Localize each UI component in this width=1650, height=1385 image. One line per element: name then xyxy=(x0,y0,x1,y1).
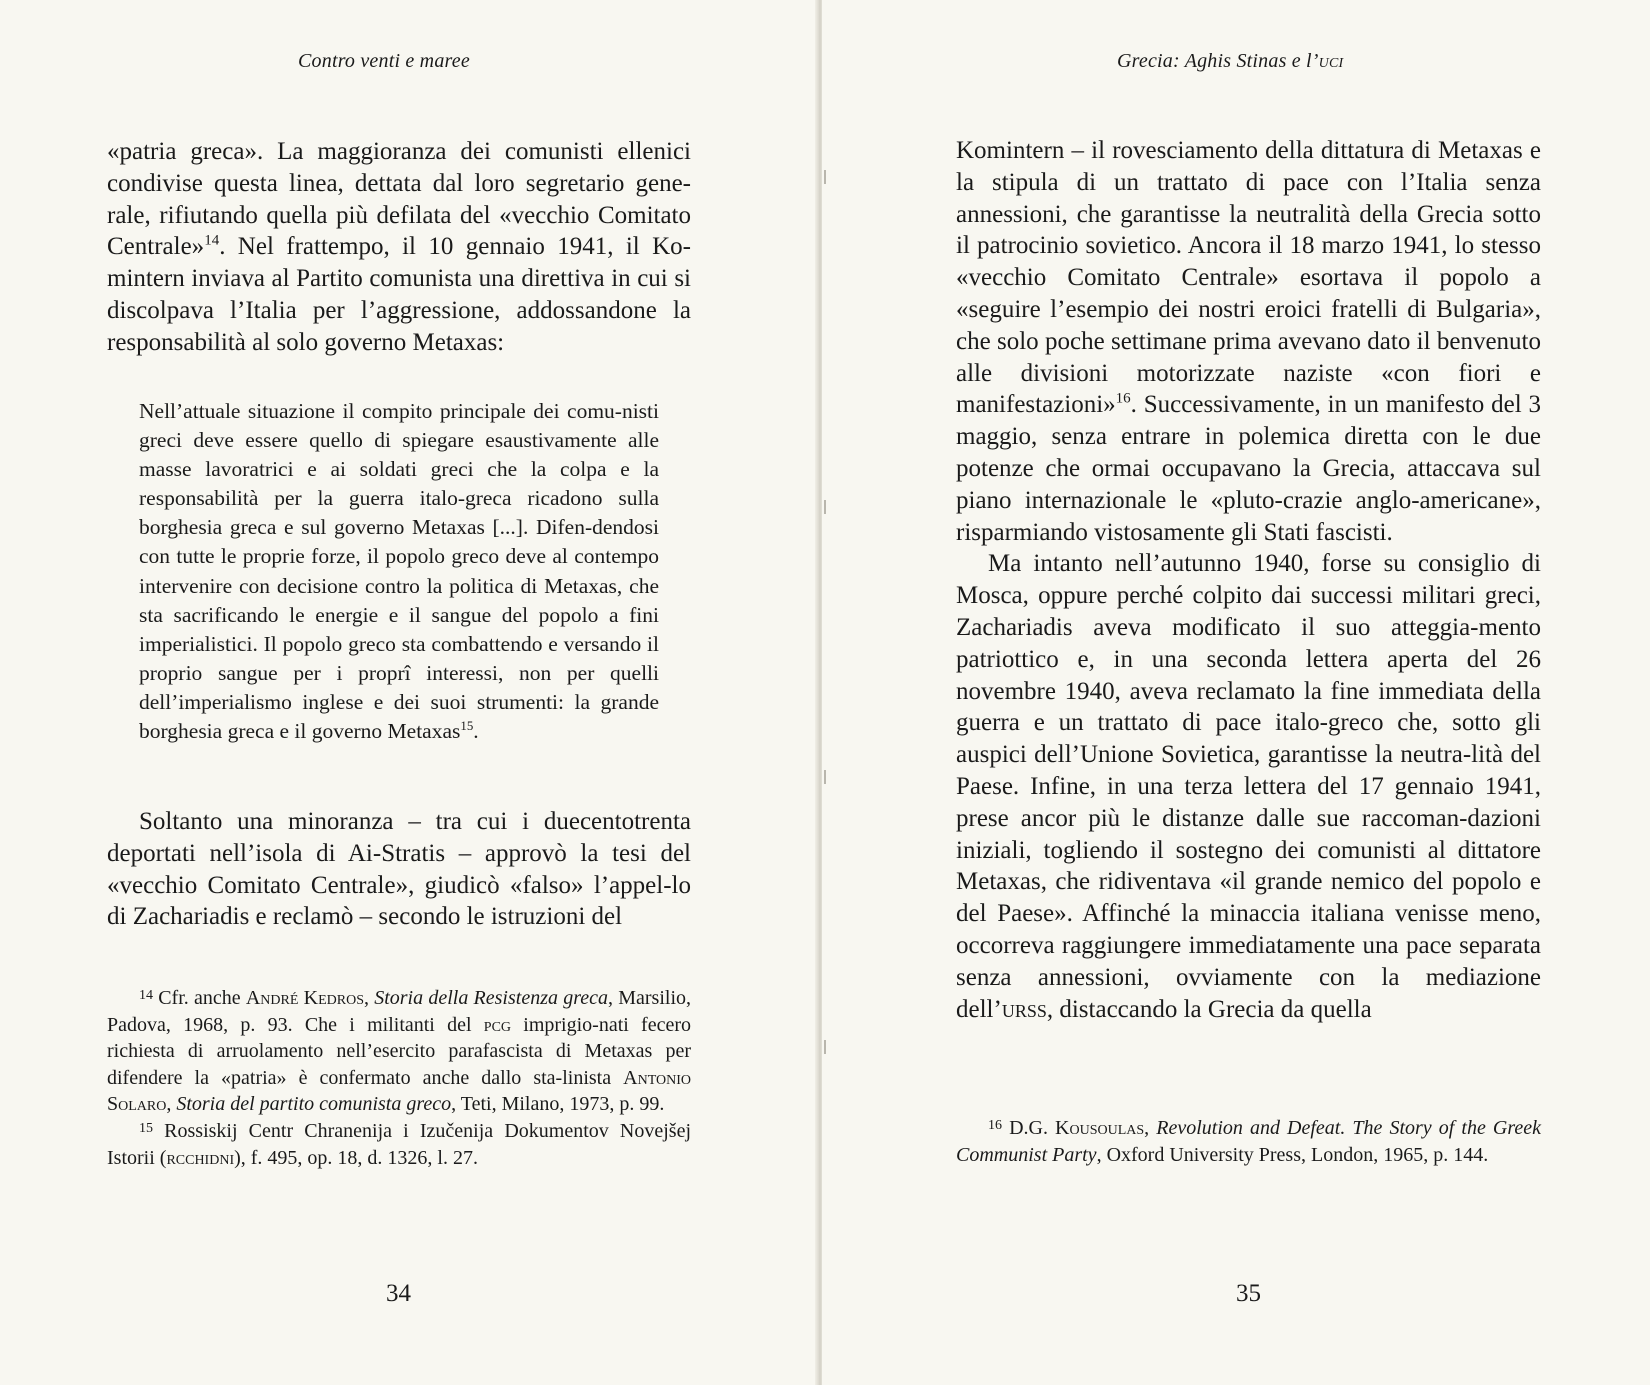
fn16-title: Revolution and Defeat. The Story of the Greek Communist Party xyxy=(956,1117,1541,1166)
fn14-a: Cfr. anche xyxy=(153,987,246,1009)
quote-end: . xyxy=(473,719,479,744)
right-page-number: 35 xyxy=(1236,1280,1261,1307)
scan-mark xyxy=(824,500,826,514)
left-running-head: Contro venti e maree xyxy=(298,50,470,72)
fn16-a: D.G. xyxy=(1002,1117,1056,1139)
left-para1-text-a: «patria greca». La maggioranza dei comunisti ellenici condivise questa linea, dettata dal loro segretario gene-rale, rifiutando quella più defilata del «vecchio Comitato Centrale» xyxy=(107,138,691,261)
fn14-author-1: André Kedros xyxy=(245,987,364,1009)
right-para2-text-a: Ma intanto nell’autunno 1940, forse su consiglio di Mosca, oppure perché colpito dai successi militari greci, Zachariadis aveva modificato il suo atteggia-mento patriottico e, in una seconda lettera aperta del 26 novembre 1940, aveva reclamato la fine immediata della guerra e un trattato di pace italo-greco che, sotto gli auspici dell’Unione Sovietica, garantisse la neutra-lità del Paese. Infine, in una terza lettera del 17 gennaio 1941, prese ancor più le distanze dalle sue raccoman-dazioni iniziali, togliendo il sostegno dei comunisti al dittatore Metaxas, che ridiventava «il grande nemico del popolo e del Paese». Affinché la minaccia italiana venisse meno, occorreva raggiungere immediatamente una pace separata senza annessioni, ovviamente con la mediazione dell’ xyxy=(956,550,1541,1023)
scan-mark xyxy=(824,770,826,784)
right-running-head-text: Grecia: Aghis Stinas e l’ xyxy=(1117,50,1319,72)
footnote-ref-16[interactable]: 16 xyxy=(1115,391,1131,408)
footnote-15 xyxy=(107,1118,691,1171)
fn14-title-2: Storia del partito comunista greco xyxy=(176,1093,452,1116)
fn16-b: , xyxy=(1144,1117,1157,1139)
footnote-16-number: 16 xyxy=(988,1118,1002,1133)
scan-mark xyxy=(824,170,826,184)
fn14-title-1: Storia della Resistenza greca xyxy=(374,987,609,1009)
right-running-head-abbr: uci xyxy=(1318,50,1344,72)
fn16-author: Kousoulas xyxy=(1055,1117,1145,1139)
right-body xyxy=(956,135,1541,1025)
left-para1-text-b: . Nel frattempo, il 10 gennaio 1941, il Ko-mintern inviava al Partito comunista una direttiva in cui si discolpava l’Italia per l’aggressione, addossandone la responsabilità al solo governo Metaxas: xyxy=(107,233,691,356)
right-para2-text-b: , distaccando la Grecia da quella xyxy=(1046,995,1372,1023)
fn14-author-2: Antonio Solaro xyxy=(107,1066,691,1116)
footnote-ref-14[interactable]: 14 xyxy=(204,233,220,250)
footnote-16 xyxy=(956,1115,1541,1168)
right-paragraph-2 xyxy=(956,548,1541,1025)
fn14-f: , Teti, Milano, 1973, p. 99. xyxy=(451,1093,665,1116)
fn14-abbr: pcg xyxy=(483,1013,512,1036)
left-para2-text: Soltanto una minoranza – tra cui i duecentotrenta deportati nell’isola di Ai-Stratis – approvò la tesi del «vecchio Comitato Centrale», giudicò «falso» l’appel-lo di Zachariadis e reclamò – secondo le istruzioni del xyxy=(107,808,691,931)
left-page xyxy=(0,0,818,1385)
right-para1-text-b: . Successivamente, in un manifesto del 3 maggio, senza entrare in polemica diretta con le due potenze che ormai occupavano la Grecia, attaccava sul piano internazionale le «pluto-crazie anglo-americane», risparmiando vistosamente gli Stati fascisti. xyxy=(956,391,1541,546)
block-quote xyxy=(139,397,659,746)
left-paragraph-2 xyxy=(107,806,691,933)
fn15-a: Rossiskij Centr Chranenija i Izučenija Dokumentov Novejšej Istorii ( xyxy=(107,1119,691,1169)
footnote-14 xyxy=(107,985,691,1118)
fn14-d: imprigio-nati fecero richiesta di arruolamento nell’esercito parafascista di Metaxas per difendere la «patria» è confermato anche dallo sta-linista xyxy=(107,1013,692,1089)
right-page xyxy=(822,0,1650,1385)
right-running-head xyxy=(1117,50,1343,73)
fn14-b: , xyxy=(363,987,375,1009)
fn14-c: , Marsilio, Padova, 1968, p. 93. Che i militanti del xyxy=(107,987,692,1036)
right-paragraph-1 xyxy=(956,135,1541,548)
footnote-ref-15[interactable]: 15 xyxy=(460,718,474,733)
left-paragraph-1 xyxy=(107,136,691,359)
right-footnotes xyxy=(956,1115,1541,1168)
right-para2-abbr: urss xyxy=(1001,995,1047,1023)
left-page-number: 34 xyxy=(386,1280,411,1307)
fn16-c: , Oxford University Press, London, 1965, p. 144. xyxy=(1096,1143,1489,1166)
fn15-abbr: rcchidni xyxy=(166,1146,235,1169)
fn15-b: ), f. 495, op. 18, d. 1326, l. 27. xyxy=(234,1146,478,1169)
footnote-14-number: 14 xyxy=(139,988,153,1003)
footnote-15-number: 15 xyxy=(139,1120,153,1136)
fn14-e: , xyxy=(166,1093,177,1116)
left-footnotes xyxy=(107,985,691,1171)
right-para1-text-a: Komintern – il rovesciamento della dittatura di Metaxas e la stipula di un trattato di pace con l’Italia senza annessioni, che garantisse la neutralità della Grecia sotto il patrocinio sovietico. Ancora il 18 marzo 1941, lo stesso «vecchio Comitato Centrale» esortava il popolo a «seguire l’esempio dei nostri eroici fratelli di Bulgaria», che solo poche settimane prima avevano dato il benvenuto alle divisioni motorizzate naziste «con fiori e manifestazioni» xyxy=(956,137,1541,419)
quote-text: Nell’attuale situazione il compito principale dei comu-nisti greci deve essere quello di spiegare esaustivamente alle masse lavoratrici e ai soldati greci che la colpa e la responsabilità per la guerra italo-greca ricadono sulla borghesia greca e sul governo Metaxas [...]. Difen-dendosi con tutte le proprie forze, il popolo greco deve al contempo intervenire con decisione contro la politica di Metaxas, che sta sacrificando le energie e il sangue del popolo a fini imperialistici. Il popolo greco sta combattendo e versando il proprio sangue per i proprî interessi, non per quelli dell’imperialismo inglese e dei suoi strumenti: la grande borghesia greca e il governo Metaxas xyxy=(139,399,659,744)
scan-mark xyxy=(824,1040,826,1054)
